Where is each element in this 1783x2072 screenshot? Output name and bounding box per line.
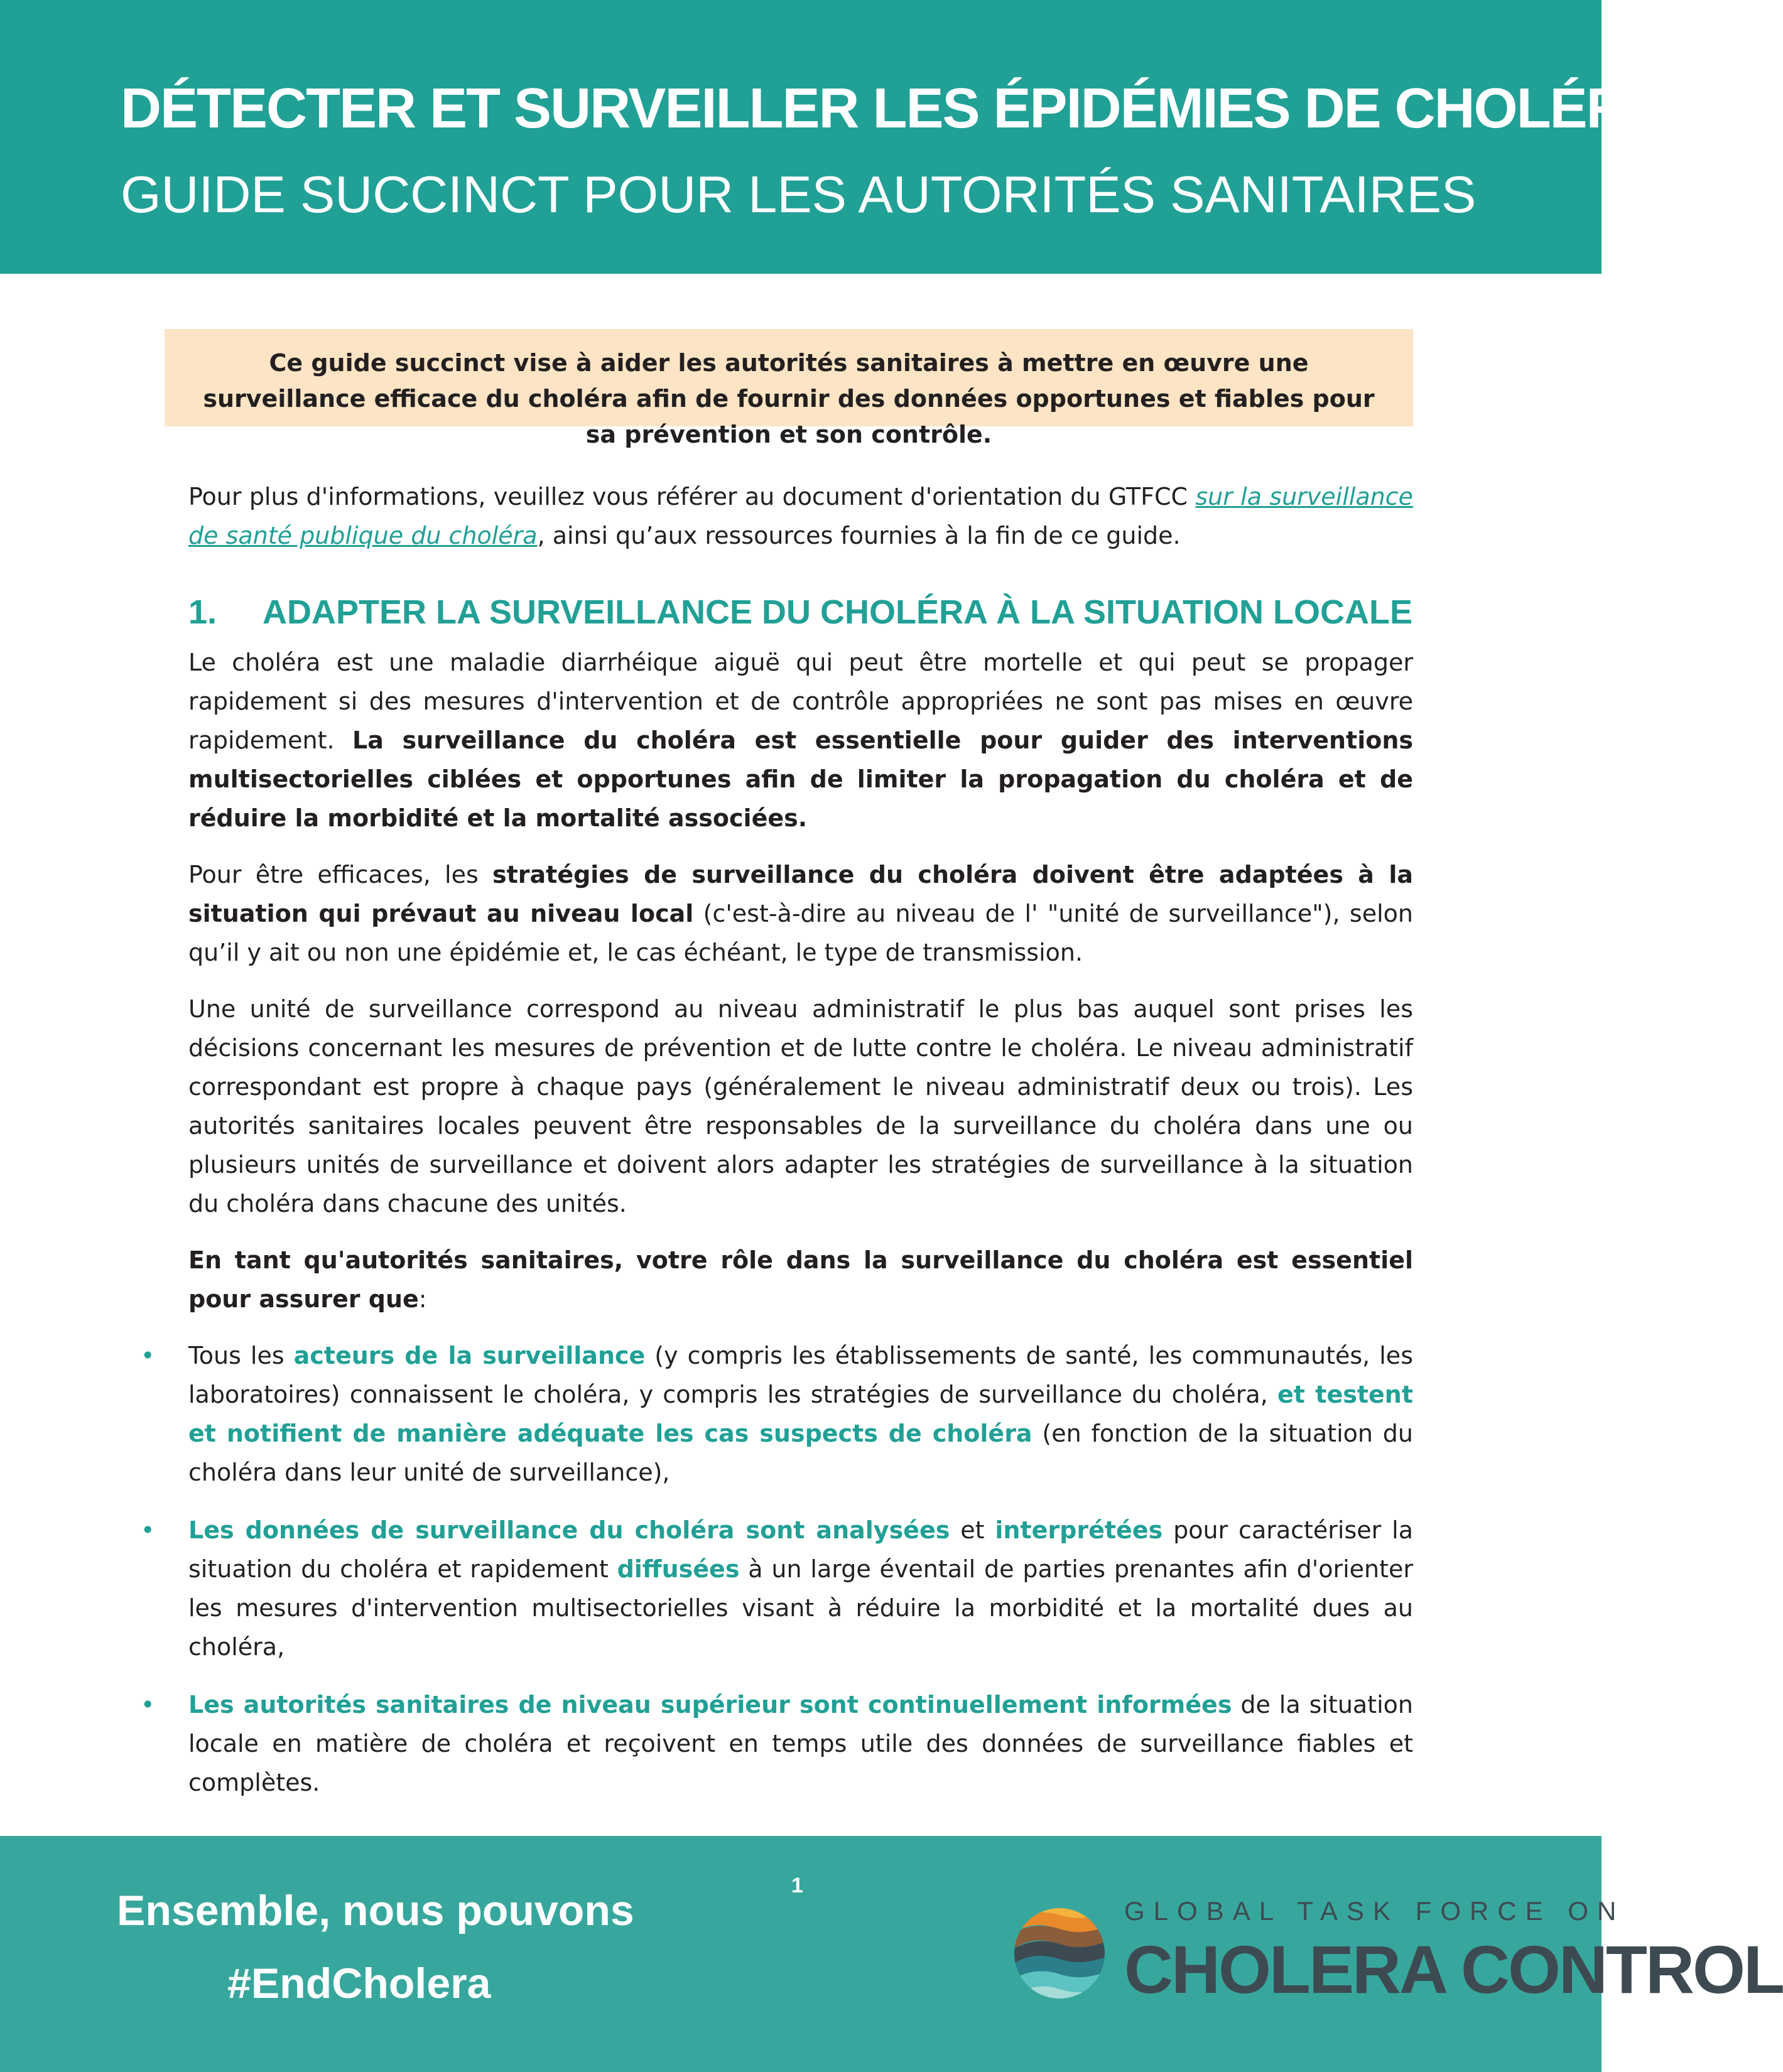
p2-bold-text: stratégies de surveillance du choléra doivent être adaptées à la situation qui prévaut au niveau local [188, 861, 1413, 927]
p2-text-a: Pour être efficaces, les [188, 861, 492, 888]
bullet-icon: • [141, 1691, 155, 1719]
paragraph-surveillance-unit: Une unité de surveillance correspond au niveau administratif le plus bas auquel sont prises les décisions concernant les mesures de prévention et de lutte contre le choléra. Le niveau administratif correspondant est propre à chaque pays (généralement le niveau administratif deux ou trois). Les autorités sanitaires locales peuvent être responsables de la surveillance du choléra dans une ou plusieurs unités de surveillance et doivent alors adapter les stratégies de surveillance à la situation du choléra dans chacune des unités. [188, 995, 1413, 1217]
b2-teal-3: diffusées [617, 1555, 740, 1583]
logo-wordmark: CHOLERA CONTROL [1124, 1931, 1783, 2007]
role-bullet-list [141, 1336, 1414, 1802]
intro-box [165, 329, 1413, 448]
slogan-line-1: Ensemble, nous pouvons [117, 1887, 634, 1934]
b2-text-c: à un large éventail de parties prenantes afin d'orienter les mesures d'intervention multisectorielles visant à réduire la morbidité et la mortalité dues au choléra, [188, 1555, 1413, 1661]
surveillance-guidance-link[interactable]: sur la surveillance de santé publique du choléra [188, 483, 1413, 549]
document-subtitle: GUIDE SUCCINCT POUR LES AUTORITÉS SANITAIRES [121, 165, 1477, 224]
list-item [141, 1685, 1413, 1802]
gtfcc-wave-logo-icon [1012, 1894, 1107, 2013]
footer-banner [0, 1836, 1783, 2072]
reference-before: Pour plus d'informations, veuillez vous référer au document d'orientation du GTFCC [188, 483, 1196, 510]
b1-teal-1: acteurs de la surveillance [293, 1342, 646, 1369]
paragraph-cholera-intro [188, 643, 1413, 838]
reference-paragraph [188, 477, 1413, 555]
b1-text-a: Tous les [188, 1342, 294, 1369]
b2-teal-1: Les données de surveillance du choléra sont analysées [188, 1516, 950, 1544]
p4-colon: : [418, 1285, 427, 1313]
list-item [141, 1336, 1413, 1492]
p1-bold-text: La surveillance du choléra est essentielle pour guider des interventions multisectorielles ciblées et opportunes afin de limiter la propagation du choléra et de réduire la morbidité et la mortalité associées. [188, 726, 1414, 832]
section-heading [188, 590, 1413, 634]
intro-text: Ce guide succinct vise à aider les autorités sanitaires à mettre en œuvre une surveillance efficace du choléra afin de fournir des données opportunes et fiables pour sa prévention et son contrôle. [203, 349, 1375, 448]
b1-teal-2: et testent et notifient de manière adéquate les cas suspects de choléra [188, 1381, 1413, 1447]
section-title: ADAPTER LA SURVEILLANCE DU CHOLÉRA À LA SITUATION LOCALE [263, 593, 1412, 631]
b2-text-a: et [950, 1516, 995, 1544]
b2-teal-2: interprétées [995, 1516, 1163, 1544]
bullet-icon: • [141, 1342, 155, 1369]
b1-text-b: (y compris les établissements de santé, les communautés, les laboratoires) connaissent le choléra, y compris les stratégies de surveillance du choléra, [188, 1342, 1413, 1408]
slogan-hashtag: #EndCholera [227, 1960, 491, 2007]
page-number: 1 [791, 1874, 803, 1897]
section-number: 1. [188, 593, 217, 631]
b3-teal: Les autorités sanitaires de niveau supérieur sont continuellement informées [188, 1691, 1232, 1719]
b2-text-b: pour caractériser la situation du choléra et rapidement [188, 1516, 1414, 1583]
p4-bold-text: En tant qu'autorités sanitaires, votre rôle dans la surveillance du choléra est essentiel pour assurer que [188, 1246, 1413, 1313]
b1-text-c: (en fonction de la situation du choléra dans leur unité de surveillance), [188, 1420, 1413, 1486]
p2-text-b: (c'est-à-dire au niveau de l' "unité de surveillance"), selon qu’il y ait ou non une épidémie et, le cas échéant, le type de transmission. [188, 900, 1413, 966]
list-item [141, 1511, 1414, 1666]
paragraph-strategies [188, 855, 1413, 972]
header-banner [0, 0, 1666, 274]
document-title: DÉTECTER ET SURVEILLER LES ÉPIDÉMIES DE CHOLÉRA [121, 77, 1666, 140]
p1-normal-text: Le choléra est une maladie diarrhéique aiguë qui peut être mortelle et qui peut se propager rapidement si des mesures d'intervention et de contrôle appropriées ne sont pas mises en œuvre rapidement. [188, 649, 1413, 754]
b3-text-a: de la situation locale en matière de choléra et reçoivent en temps utile des données de surveillance fiables et complètes. [188, 1691, 1413, 1796]
main-content [141, 477, 1414, 1821]
bullet-icon: • [141, 1516, 155, 1544]
logo-tagline: GLOBAL TASK FORCE ON [1124, 1896, 1625, 1926]
reference-after: , ainsi qu’aux ressources fournies à la fin de ce guide. [537, 522, 1181, 549]
paragraph-role [188, 1241, 1413, 1319]
